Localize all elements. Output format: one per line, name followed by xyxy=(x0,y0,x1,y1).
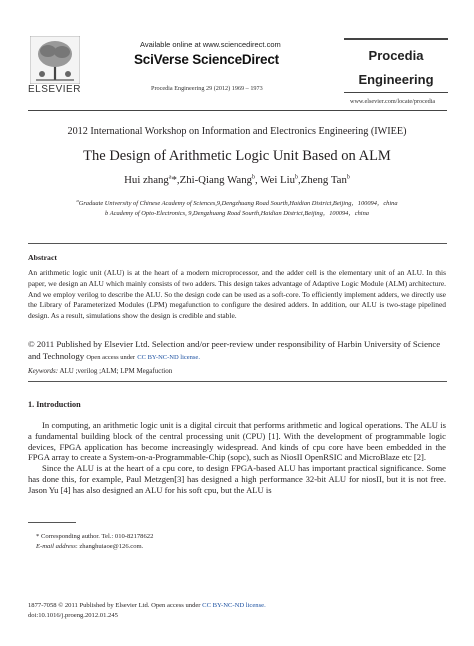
journal-name-line1: Procedia xyxy=(368,48,424,63)
keywords-text: ALU ;verilog ;ALM; LPM Megafuction xyxy=(59,367,173,375)
section-heading-introduction: 1. Introduction xyxy=(28,400,81,409)
footer-license-link[interactable]: CC BY-NC-ND license. xyxy=(202,602,266,609)
author-sup: b xyxy=(346,174,350,181)
keywords-label: Keywords: xyxy=(28,367,59,375)
publisher-wordmark: ELSEVIER xyxy=(28,84,81,95)
intro-paragraph-2: Since the ALU is at the heart of a cpu core, to design FPGA-based ALU has important practical significance. Some has done this, for example, Paul Metzgen[3] has designed a high performance 32-bit ALU for niosII, but it is not free. Jason Yu [4] has also designed an ALU for his soft cpu, but the ALU is xyxy=(28,463,446,495)
author-name: Wei Liu xyxy=(260,174,296,186)
keywords-divider xyxy=(28,381,447,382)
abstract-heading: Abstract xyxy=(28,253,58,262)
sciverse-wordmark: SciVerse ScienceDirect xyxy=(134,52,279,67)
email-label: E-mail address xyxy=(36,543,76,550)
conference-name: 2012 International Workshop on Information and Electronics Engineering (IWIEE) xyxy=(67,126,407,137)
keywords-line xyxy=(28,367,172,375)
copyright-text: © 2011 Published by Elsevier Ltd. Selection and/or peer-review under responsibility of Harbin University of Science and Technology xyxy=(28,339,441,361)
intro-paragraph-1: In computing, an arithmetic logic unit is a digital circuit that performs arithmetic and logical operations. The ALU is a fundamental building block of the central processing unit (CPU) [1]. With the development of programmable logic devices, FPGA application has become increasingly widespread. And kinds of cpu core have been embedded in the FPGA array to create a System-on-a-Programmable-Chip (sopc), such as NiosII OpenRSIC and MicroBlaze etc [2]. xyxy=(28,420,446,463)
copyright-notice xyxy=(28,339,446,363)
abstract-text: An arithmetic logic unit (ALU) is at the heart of a modern microprocessor, and the adder cell is the elementary unit of an ALU. In this paper, we design an ALU which mainly consists of two adders. This design takes advantage of Adaptive Logic Module (ALM) architecture. And we employ verilog to describe the ALU. So the design code can be used as a soft-core. To efficiently implement adders, we directly use the Library of Parameterized Modules (LPM) megafunction to configure the desired adders. In addition, our ALU is two-stage pipelined design. As a result, simulations show the design is credible and stable. xyxy=(28,268,446,321)
abstract-divider xyxy=(28,243,447,244)
issn-line: 1877-7058 © 2011 Published by Elsevier Ltd. Open access under CC BY-NC-ND license. xyxy=(28,602,266,609)
author-sup: b xyxy=(252,174,255,181)
author-list: Hui zhang$^a$*,Zhi-Qiang Wang$^b$, Wei Liu$^b$,Zheng Tan$^b$ xyxy=(124,174,350,186)
affiliation-a: $^a$Graduate University of Chinese Academy of Sciences,9,Dengzhuang Road Sourth,Haidian District,Beijing，100094，china xyxy=(76,198,398,208)
footnote xyxy=(36,532,153,552)
author-name: Hui zhang xyxy=(124,174,169,186)
corresponding-mark: * xyxy=(171,174,177,186)
journal-url[interactable]: www.elsevier.com/locate/procedia xyxy=(350,98,436,105)
journal-name-line2: Engineering xyxy=(358,72,434,87)
header-divider xyxy=(28,110,447,111)
author-sup: b xyxy=(295,174,299,181)
corresponding-author-note: * Corresponding author. Tel.: 010-82178622 xyxy=(36,533,154,540)
author-sup: a xyxy=(168,174,172,181)
journal-name-box xyxy=(344,38,448,93)
author-name: Zhi-Qiang Wang xyxy=(179,174,252,186)
license-link[interactable]: CC BY-NC-ND license. xyxy=(137,353,200,361)
available-online-text: Available online at www.sciencedirect.com xyxy=(140,40,281,49)
elsevier-tree-logo xyxy=(30,36,80,84)
journal-citation: Procedia Engineering 29 (2012) 1969 – 1973 xyxy=(151,85,263,92)
footnote-rule xyxy=(28,522,76,523)
author-name: Zheng Tan xyxy=(300,174,347,186)
affiliation-b: b Academy of Opto-Electronics, 9,Dengzhuang Road Sourth,Haidian District,Beijing，100094，china xyxy=(105,210,369,218)
doi-line: doi:10.1016/j.proeng.2012.01.245 xyxy=(28,611,118,619)
open-access-prefix: Open access under xyxy=(86,353,136,361)
paper-title: The Design of Arithmetic Logic Unit Based on ALM xyxy=(83,148,391,164)
page-footer xyxy=(28,601,266,620)
affiliations xyxy=(30,196,444,219)
email-address: : zhanghuiaoe@126.com. xyxy=(75,543,144,550)
introduction-body xyxy=(28,420,446,496)
email-line xyxy=(36,542,153,552)
